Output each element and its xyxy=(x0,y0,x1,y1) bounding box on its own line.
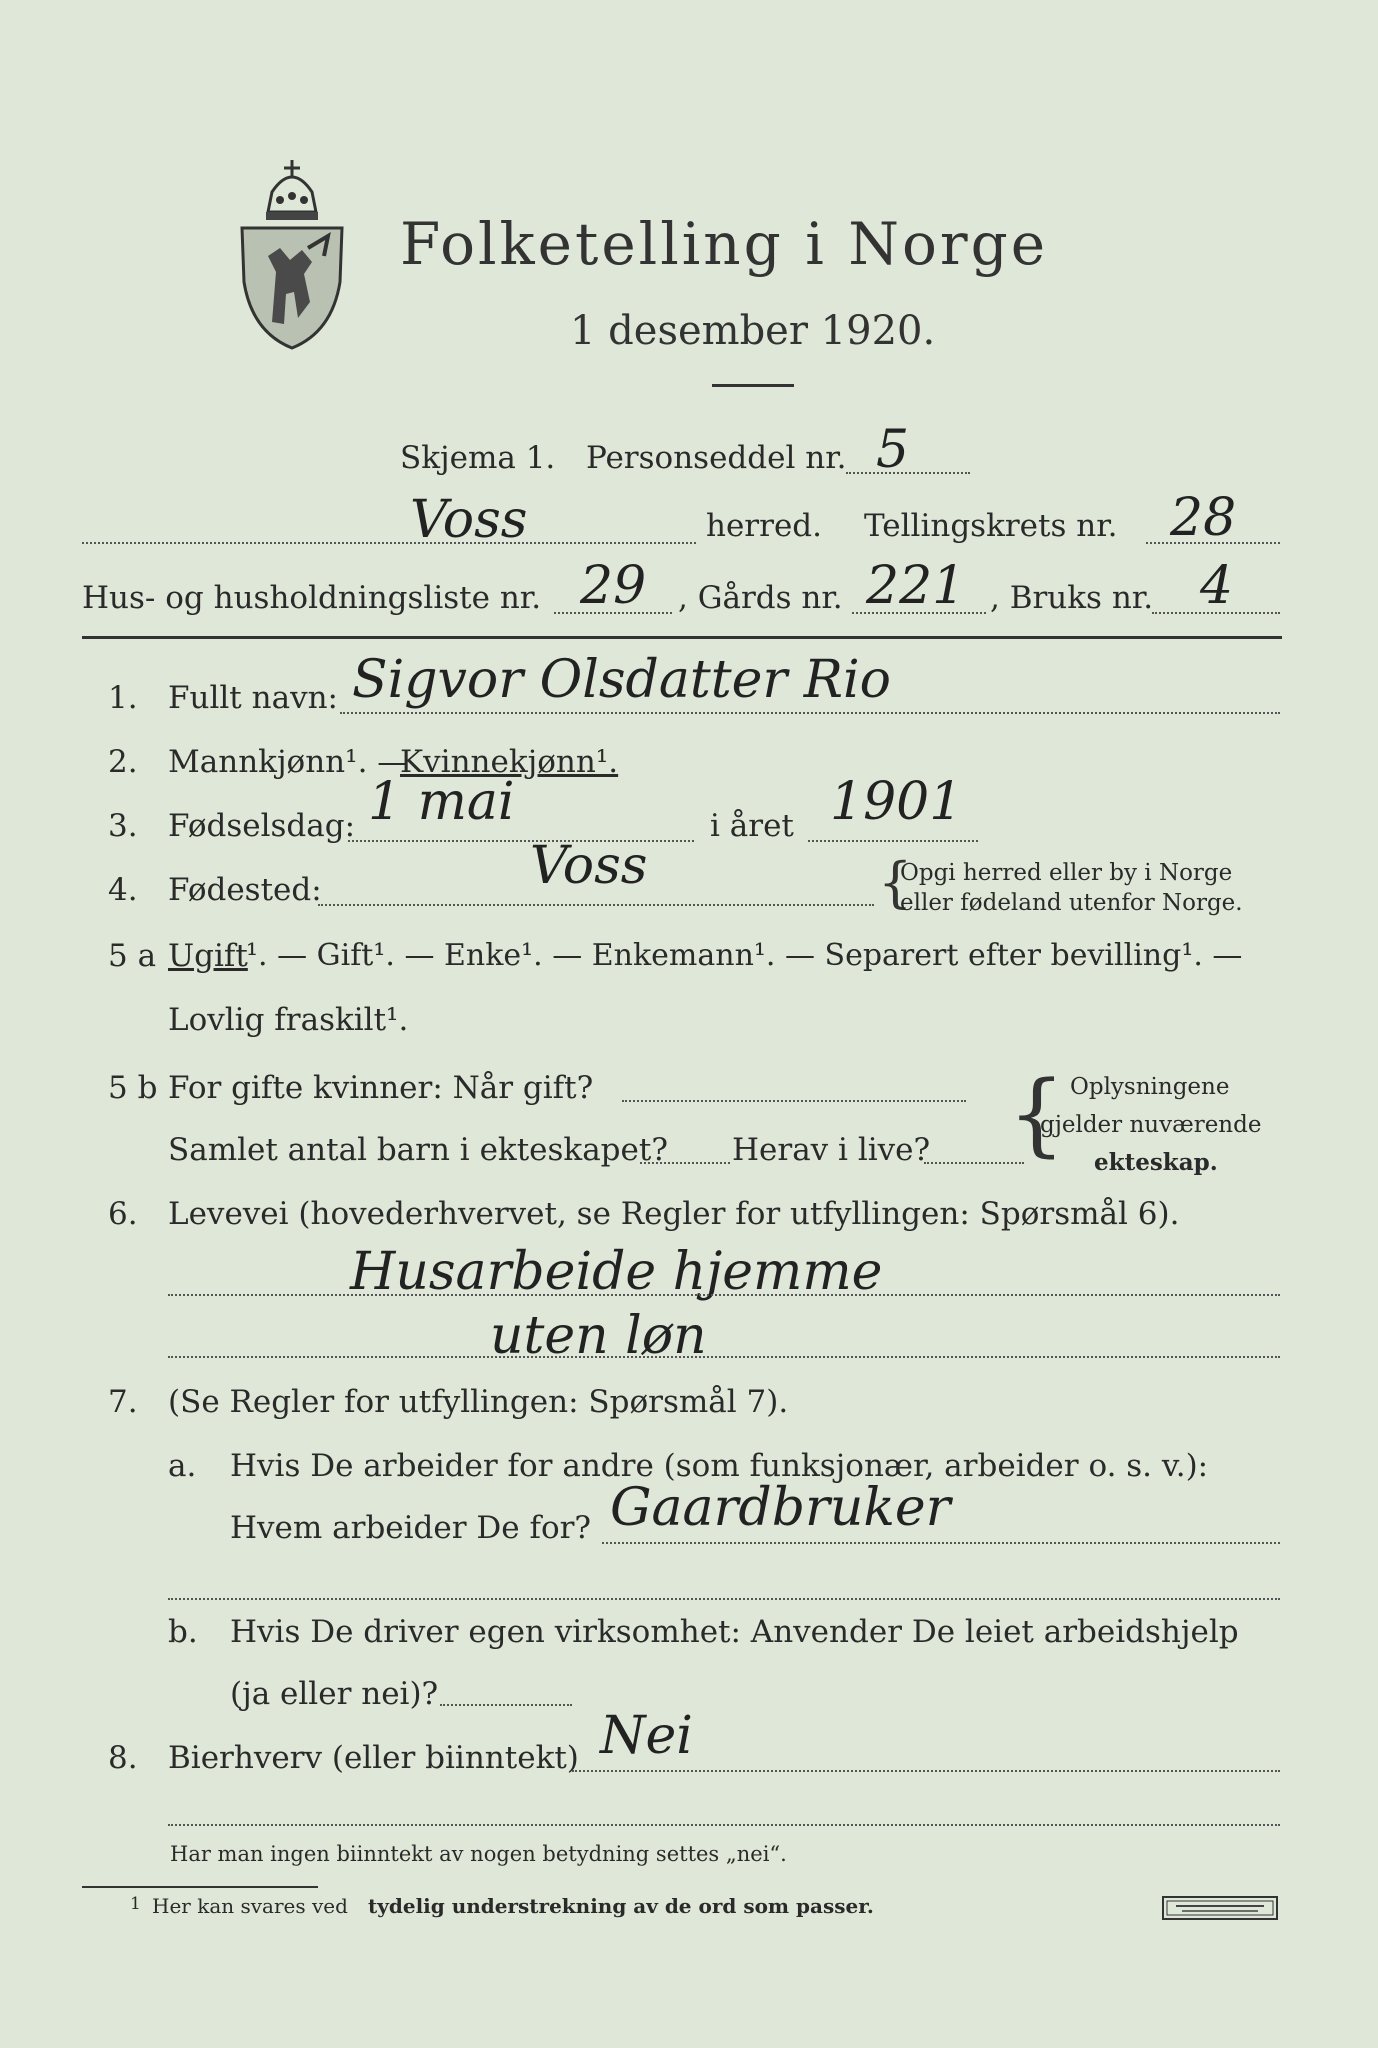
q7a-line1: Hvis De arbeider for andre (som funksjonær, arbeider o. s. v.): xyxy=(230,1448,1209,1484)
occupation-value-line1[interactable]: Husarbeide hjemme xyxy=(350,1242,883,1302)
birth-date-value[interactable]: 1 mai xyxy=(368,772,515,832)
q3-label: Fødselsdag: xyxy=(168,808,356,844)
birth-year-value[interactable]: 1901 xyxy=(830,772,963,832)
q5b-herav-label: Herav i live? xyxy=(732,1132,931,1168)
gards-value[interactable]: 221 xyxy=(866,556,966,616)
q5b-label2: Samlet antal barn i ekteskapet? xyxy=(168,1132,668,1168)
herred-label: herred. xyxy=(706,508,822,544)
hus-value[interactable]: 29 xyxy=(580,556,647,616)
q6-line2 xyxy=(168,1356,1280,1358)
q5b-note1: Oplysningene xyxy=(1070,1074,1230,1100)
side-income-value[interactable]: Nei xyxy=(600,1706,693,1766)
herred-value[interactable]: Voss xyxy=(410,490,528,550)
employer-value[interactable]: Gaardbruker xyxy=(610,1478,951,1538)
q8-number: 8. xyxy=(108,1740,138,1776)
q6-label: Levevei (hovederhvervet, se Regler for utfyllingen: Spørsmål 6). xyxy=(168,1196,1180,1232)
q5a-number: 5 a xyxy=(108,938,157,974)
skjema-label: Skjema 1. xyxy=(400,440,556,476)
bruks-label: , Bruks nr. xyxy=(990,580,1154,616)
q7-label: (Se Regler for utfyllingen: Spørsmål 7). xyxy=(168,1384,789,1420)
q7b-line xyxy=(440,1704,572,1706)
personseddel-value[interactable]: 5 xyxy=(876,420,910,480)
q5b-gift-line xyxy=(622,1100,966,1102)
q5b-barn-line xyxy=(640,1162,730,1164)
q7a-line2: Hvem arbeider De for? xyxy=(230,1510,592,1546)
q1-number: 1. xyxy=(108,680,138,716)
q4-line xyxy=(318,904,874,906)
q4-note-line2: eller fødeland utenfor Norge. xyxy=(900,890,1243,916)
q7b-number: b. xyxy=(168,1614,198,1650)
marital-options[interactable]: ¹. — Gift¹. — Enke¹. — Enkemann¹. — Separert efter bevilling¹. — xyxy=(246,938,1243,973)
q7b-line1: Hvis De driver egen virksomhet: Anvender De leiet arbeidshjelp xyxy=(230,1614,1239,1650)
q2-number: 2. xyxy=(108,744,138,780)
q4-number: 4. xyxy=(108,872,138,908)
mannkjonn-option[interactable]: Mannkjønn¹. — xyxy=(168,744,409,780)
q5b-note2: gjelder nuværende xyxy=(1040,1112,1262,1138)
q7a-number: a. xyxy=(168,1448,197,1484)
tellingskrets-value[interactable]: 28 xyxy=(1170,488,1237,548)
q5b-number: 5 b xyxy=(108,1070,158,1106)
footer-note: Har man ingen biinntekt av nogen betydning settes „nei“. xyxy=(170,1842,787,1866)
q4-label: Fødested: xyxy=(168,872,322,908)
q4-brace: { xyxy=(878,851,913,914)
q3-aaret-label: i året xyxy=(710,808,794,844)
bruks-value[interactable]: 4 xyxy=(1200,556,1234,616)
q6-line1 xyxy=(168,1294,1280,1296)
page-title: Folketelling i Norge xyxy=(400,210,1049,278)
footnote-rule xyxy=(82,1886,318,1888)
q7b-line2: (ja eller nei)? xyxy=(230,1676,439,1712)
q1-label: Fullt navn: xyxy=(168,680,338,716)
header-rule xyxy=(82,636,1282,639)
census-date: 1 desember 1920. xyxy=(570,308,936,354)
q4-note-line1: Opgi herred eller by i Norge xyxy=(900,860,1233,886)
title-divider xyxy=(712,384,794,387)
footnote-mark: 1 xyxy=(130,1894,141,1914)
tellingskrets-label: Tellingskrets nr. xyxy=(864,508,1118,544)
footnote-bold: tydelig understrekning av de ord som passer. xyxy=(368,1894,874,1918)
q8-label: Bierhverv (eller biinntekt) xyxy=(168,1740,579,1776)
occupation-value-line2[interactable]: uten løn xyxy=(490,1306,707,1366)
kvinnekjonn-option[interactable]: Kvinnekjønn¹. xyxy=(400,744,619,780)
q7-number: 7. xyxy=(108,1384,138,1420)
q8-extra-line xyxy=(168,1824,1280,1826)
full-name-value[interactable]: Sigvor Olsdatter Rio xyxy=(352,650,891,710)
ugift-option[interactable]: Ugift xyxy=(168,938,248,974)
herred-line xyxy=(82,542,696,544)
printer-stamp-icon xyxy=(1162,1896,1278,1920)
q3-number: 3. xyxy=(108,808,138,844)
gards-label: , Gårds nr. xyxy=(678,580,843,616)
q7a-line xyxy=(602,1542,1280,1544)
footnote-text: Her kan svares ved xyxy=(152,1894,348,1918)
q8-line xyxy=(572,1770,1280,1772)
q3-year-line xyxy=(808,840,978,842)
q6-number: 6. xyxy=(108,1196,138,1232)
q1-line xyxy=(340,712,1280,714)
birthplace-value[interactable]: Voss xyxy=(530,836,648,896)
personseddel-label: Personseddel nr. xyxy=(586,440,847,476)
hus-label: Hus- og husholdningsliste nr. xyxy=(82,580,542,616)
q7a-extra-line xyxy=(168,1598,1280,1600)
fraskilt-option[interactable]: Lovlig fraskilt¹. xyxy=(168,1002,409,1038)
q5b-brace: { xyxy=(1008,1062,1066,1167)
q5b-label1: For gifte kvinner: Når gift? xyxy=(168,1070,594,1106)
q5b-note3: ekteskap. xyxy=(1094,1149,1218,1176)
coat-of-arms-icon xyxy=(232,152,352,352)
